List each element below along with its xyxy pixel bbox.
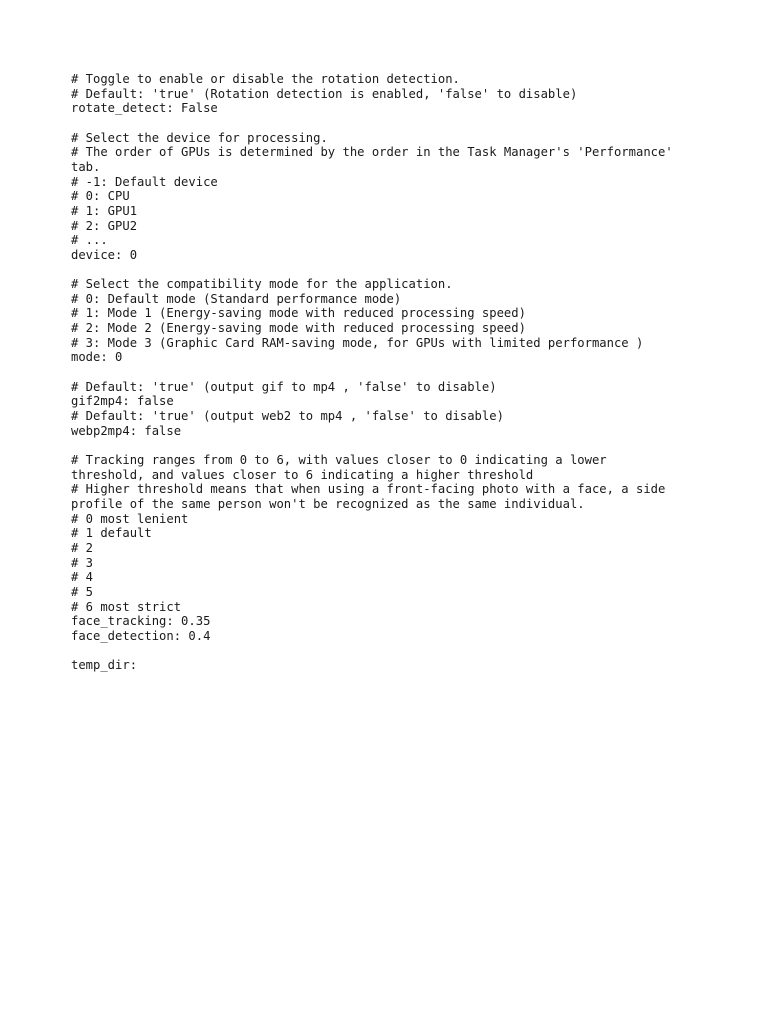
comment-line: tab. — [71, 159, 101, 174]
comment-line: # ... — [71, 233, 108, 248]
comment-line: # 6 most strict — [71, 599, 182, 614]
comment-line: # 3 — [71, 555, 94, 570]
comment-line: # 3: Mode 3 (Graphic Card RAM-saving mode, for GPUs with limited performance ) — [71, 335, 644, 350]
comment-line: # 5 — [71, 584, 94, 599]
comment-line: # 2: Mode 2 (Energy-saving mode with reduced processing speed) — [71, 321, 526, 336]
comment-line: # Toggle to enable or disable the rotation detection. — [71, 72, 460, 86]
setting-mode: mode: 0 — [71, 350, 123, 365]
comment-line: # -1: Default device — [71, 174, 218, 189]
setting-face-detection: face_detection: 0.4 — [71, 628, 211, 643]
comment-line: # 4 — [71, 570, 94, 585]
setting-device: device: 0 — [71, 247, 138, 262]
setting-webp2mp4: webp2mp4: false — [71, 423, 182, 438]
mode-section — [71, 277, 731, 365]
comment-line: # Default: 'true' (output web2 to mp4 , 'false' to disable) — [71, 409, 504, 424]
device-section — [71, 131, 731, 263]
temp-dir-section — [71, 658, 731, 673]
comment-line: # Select the compatibility mode for the application. — [71, 277, 453, 292]
rotation-section — [71, 72, 731, 116]
comment-line: # 1: GPU1 — [71, 203, 138, 218]
setting-temp-dir: temp_dir: — [71, 658, 138, 673]
comment-line: # Select the device for processing. — [71, 130, 328, 145]
comment-line: profile of the same person won't be recognized as the same individual. — [71, 496, 585, 511]
comment-line: # Higher threshold means that when using a front-facing photo with a face, a side — [71, 482, 666, 497]
comment-line: # 1: Mode 1 (Energy-saving mode with reduced processing speed) — [71, 306, 526, 321]
comment-line: # 2 — [71, 540, 94, 555]
comment-line: # Default: 'true' (output gif to mp4 , 'false' to disable) — [71, 379, 497, 394]
comment-line: # The order of GPUs is determined by the order in the Task Manager's 'Performance' — [71, 145, 673, 160]
setting-rotate-detect: rotate_detect: False — [71, 101, 218, 116]
comment-line: # 0: CPU — [71, 189, 130, 204]
config-document — [71, 72, 731, 687]
setting-face-tracking: face_tracking: 0.35 — [71, 614, 211, 629]
comment-line: threshold, and values closer to 6 indicating a higher threshold — [71, 467, 534, 482]
comment-line: # 2: GPU2 — [71, 218, 138, 233]
output-conversion-section — [71, 380, 731, 439]
face-threshold-section — [71, 453, 731, 644]
comment-line: # 0: Default mode (Standard performance mode) — [71, 291, 402, 306]
comment-line: # Tracking ranges from 0 to 6, with values closer to 0 indicating a lower — [71, 453, 607, 467]
comment-line: # 1 default — [71, 526, 152, 541]
comment-line: # 0 most lenient — [71, 511, 189, 526]
setting-gif2mp4: gif2mp4: false — [71, 394, 174, 409]
comment-line: # Default: 'true' (Rotation detection is enabled, 'false' to disable) — [71, 86, 578, 101]
